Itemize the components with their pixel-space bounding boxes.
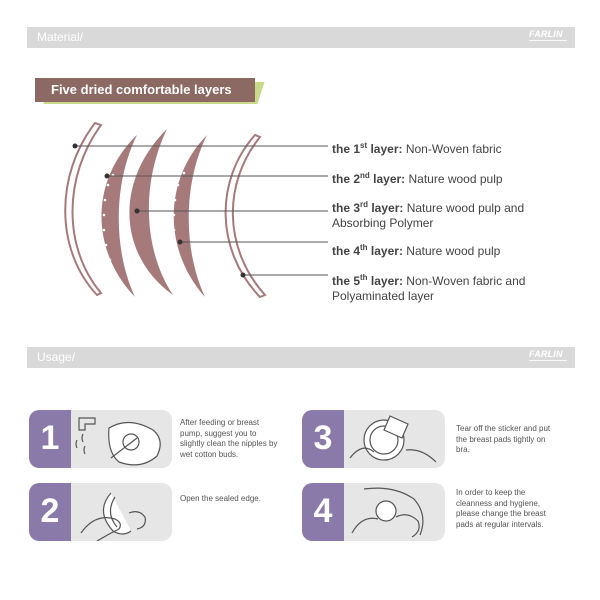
material-title: Material/ bbox=[37, 30, 84, 44]
layer-3-label: the 3rd layer: Nature wood pulp and Absorbing Polymer bbox=[332, 200, 525, 230]
sticker-illustration bbox=[344, 410, 445, 468]
step-3-card bbox=[302, 410, 445, 468]
step-3-number: 3 bbox=[302, 410, 344, 468]
step-1-card bbox=[29, 410, 172, 468]
step-3-text: Tear off the sticker and put the breast pads tightly on bra. bbox=[456, 424, 551, 454]
ribbon-title: Five dried comfortable layers bbox=[51, 82, 232, 97]
farlin-logo: FARLIN bbox=[529, 29, 567, 46]
farlin-logo: FARLIN bbox=[529, 349, 567, 366]
material-header-bar bbox=[27, 27, 575, 48]
layer-1-label: the 1st layer: Non-Woven fabric bbox=[332, 141, 502, 156]
step-2-number: 2 bbox=[29, 483, 71, 541]
usage-header-bar bbox=[27, 347, 575, 368]
layer-4-shape bbox=[174, 135, 207, 297]
layer-2-label: the 2nd layer: Nature wood pulp bbox=[332, 171, 503, 186]
usage-title: Usage/ bbox=[37, 350, 76, 364]
opening-illustration bbox=[71, 483, 172, 541]
layer-5-label: the 5th layer: Non-Woven fabric and Polyaminated layer bbox=[332, 273, 526, 303]
layer-5-shape bbox=[226, 135, 265, 297]
step-4-text: In order to keep the cleanness and hygiene, please change the breast pads at regular intervals. bbox=[456, 488, 546, 529]
step-4-card bbox=[302, 483, 445, 541]
step-2-card bbox=[29, 483, 172, 541]
layers-illustration bbox=[55, 115, 345, 310]
step-1-number: 1 bbox=[29, 410, 71, 468]
layers-ribbon bbox=[35, 78, 261, 110]
layer-1-shape bbox=[65, 123, 101, 295]
step-2-text: Open the sealed edge. bbox=[180, 494, 261, 503]
step-4-number: 4 bbox=[302, 483, 344, 541]
layer-4-label: the 4th layer: Nature wood pulp bbox=[332, 243, 501, 258]
changing-illustration bbox=[344, 483, 445, 541]
cleaning-illustration bbox=[71, 410, 172, 468]
step-1-text: After feeding or breast pump, suggest you to slightly clean the nipples by wet cotton buds. bbox=[180, 418, 278, 459]
